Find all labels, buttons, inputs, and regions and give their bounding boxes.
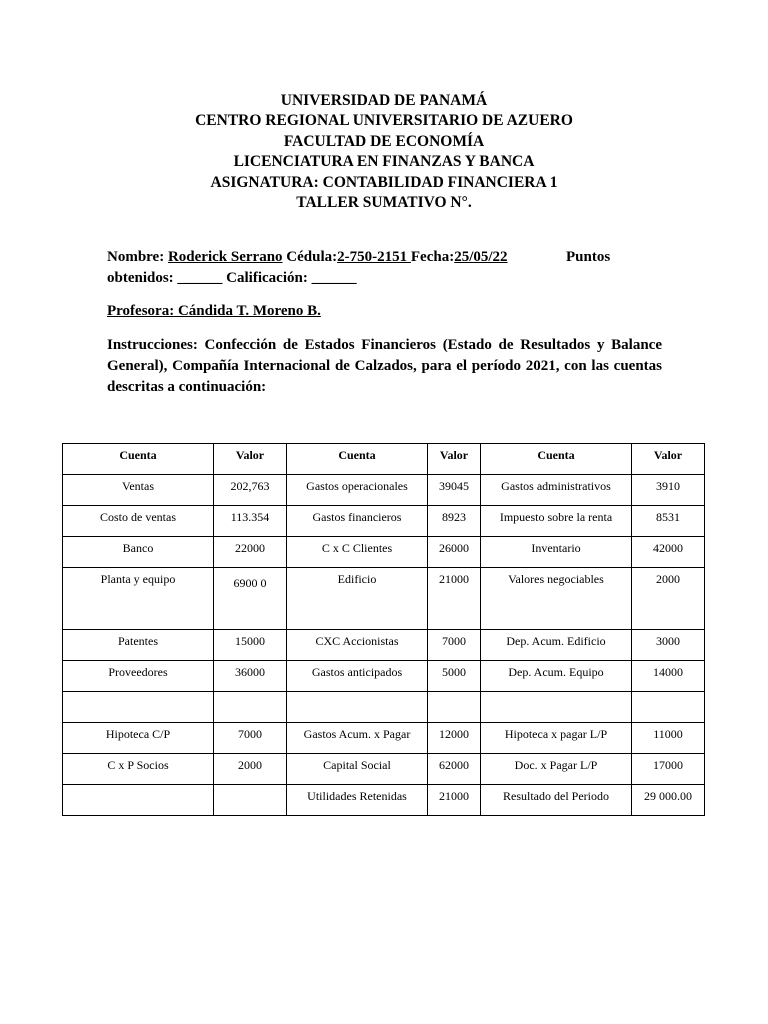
table-cell: 3000 [632,630,705,661]
table-cell [287,692,428,723]
table-cell: Hipoteca C/P [63,723,214,754]
table-cell: 21000 [428,785,481,816]
document-header [0,91,768,213]
header-line-regional-center: CENTRO REGIONAL UNIVERSITARIO DE AZUERO [195,112,573,130]
header-valor-1: Valor [214,444,287,475]
table-cell: 7000 [428,630,481,661]
header-line-subject: ASIGNATURA: CONTABILIDAD FINANCIERA 1 [210,173,558,191]
table-cell: 26000 [428,537,481,568]
table-row [63,785,705,816]
profesora-block [107,301,662,322]
table-cell: Gastos financieros [287,506,428,537]
table-cell: Gastos administrativos [481,475,632,506]
table-cell: Inventario [481,537,632,568]
table-cell: C x C Clientes [287,537,428,568]
table-cell: Capital Social [287,754,428,785]
table-cell: 2000 [214,754,287,785]
accounts-table [62,443,705,816]
table-cell: Banco [63,537,214,568]
table-cell: Hipoteca x pagar L/P [481,723,632,754]
table-cell: 42000 [632,537,705,568]
table-cell: Resultado del Periodo [481,785,632,816]
header-cuenta-2: Cuenta [287,444,428,475]
fecha-label: Fecha: [410,249,455,265]
table-row [63,537,705,568]
table-cell: 21000 [428,568,481,630]
instructions-paragraph: Instrucciones: Confección de Estados Financieros (Estado de Resultados y Balance General), Compañía Internacional de Calzados, para el período 2021, con las cuentas descritas a continuación: [107,337,662,395]
table-cell: 14000 [632,661,705,692]
table-cell: 8531 [632,506,705,537]
table-cell: Proveedores [63,661,214,692]
table-cell: Utilidades Retenidas [287,785,428,816]
table-row [63,754,705,785]
table-row [63,723,705,754]
table-cell [632,692,705,723]
table-cell: 2000 [632,568,705,630]
table-cell: 15000 [214,630,287,661]
table-cell [481,692,632,723]
header-line-workshop: TALLER SUMATIVO N°. [296,194,472,212]
table-cell: CXC Accionistas [287,630,428,661]
table-row [63,568,705,630]
table-cell: 36000 [214,661,287,692]
table-cell: Costo de ventas [63,506,214,537]
table-cell: Edificio [287,568,428,630]
table-cell: C x P Socios [63,754,214,785]
student-info-line [107,247,662,268]
table-cell [214,785,287,816]
table-cell: 39045 [428,475,481,506]
table-cell: 22000 [214,537,287,568]
fecha-value: 25/05/22 [454,249,508,265]
table-cell: 12000 [428,723,481,754]
table-cell: 202,763 [214,475,287,506]
table-cell: Gastos Acum. x Pagar [287,723,428,754]
header-line-degree: LICENCIATURA EN FINANZAS Y BANCA [233,153,535,171]
table-cell [428,692,481,723]
header-line-university: UNIVERSIDAD DE PANAMÁ [280,92,488,109]
table-cell: Patentes [63,630,214,661]
table-cell: Planta y equipo [63,568,214,630]
table-cell [214,692,287,723]
table-cell: 5000 [428,661,481,692]
table-cell: Valores negociables [481,568,632,630]
table-cell: Impuesto sobre la renta [481,506,632,537]
table-cell: 3910 [632,475,705,506]
puntos-label: Puntos [566,249,611,265]
table-cell: Dep. Acum. Equipo [481,661,632,692]
table-cell [63,692,214,723]
header-cuenta-3: Cuenta [481,444,632,475]
table-cell: Gastos operacionales [287,475,428,506]
table-cell: 17000 [632,754,705,785]
profesora-name: Profesora: Cándida T. Moreno B. [107,303,321,319]
table-cell: 29 000.00 [632,785,705,816]
table-cell [63,785,214,816]
table-cell: Dep. Acum. Edificio [481,630,632,661]
table-cell: 7000 [214,723,287,754]
table-row-empty [63,692,705,723]
header-cuenta-1: Cuenta [63,444,214,475]
header-valor-2: Valor [428,444,481,475]
nombre-label: Nombre: [107,249,168,265]
table-cell: 113.354 [214,506,287,537]
table-row [63,475,705,506]
table-cell: 11000 [632,723,705,754]
table-cell: 8923 [428,506,481,537]
table-cell: Gastos anticipados [287,661,428,692]
cedula-value: 2-750-2151 [337,249,411,265]
nombre-value: Roderick Serrano [167,249,283,265]
obtenidos-calificacion-line: obtenidos: ______ Calificación: ______ [107,269,357,286]
header-valor-3: Valor [632,444,705,475]
table-header-row [63,444,705,475]
student-info [107,247,662,288]
table-cell: Doc. x Pagar L/P [481,754,632,785]
table-row [63,506,705,537]
table-row [63,661,705,692]
cedula-label: Cédula: [282,249,338,265]
table-cell: 6900 0 [214,568,287,630]
table-cell: 62000 [428,754,481,785]
table-cell: Ventas [63,475,214,506]
table-row [63,630,705,661]
header-line-faculty: FACULTAD DE ECONOMÍA [283,132,485,150]
